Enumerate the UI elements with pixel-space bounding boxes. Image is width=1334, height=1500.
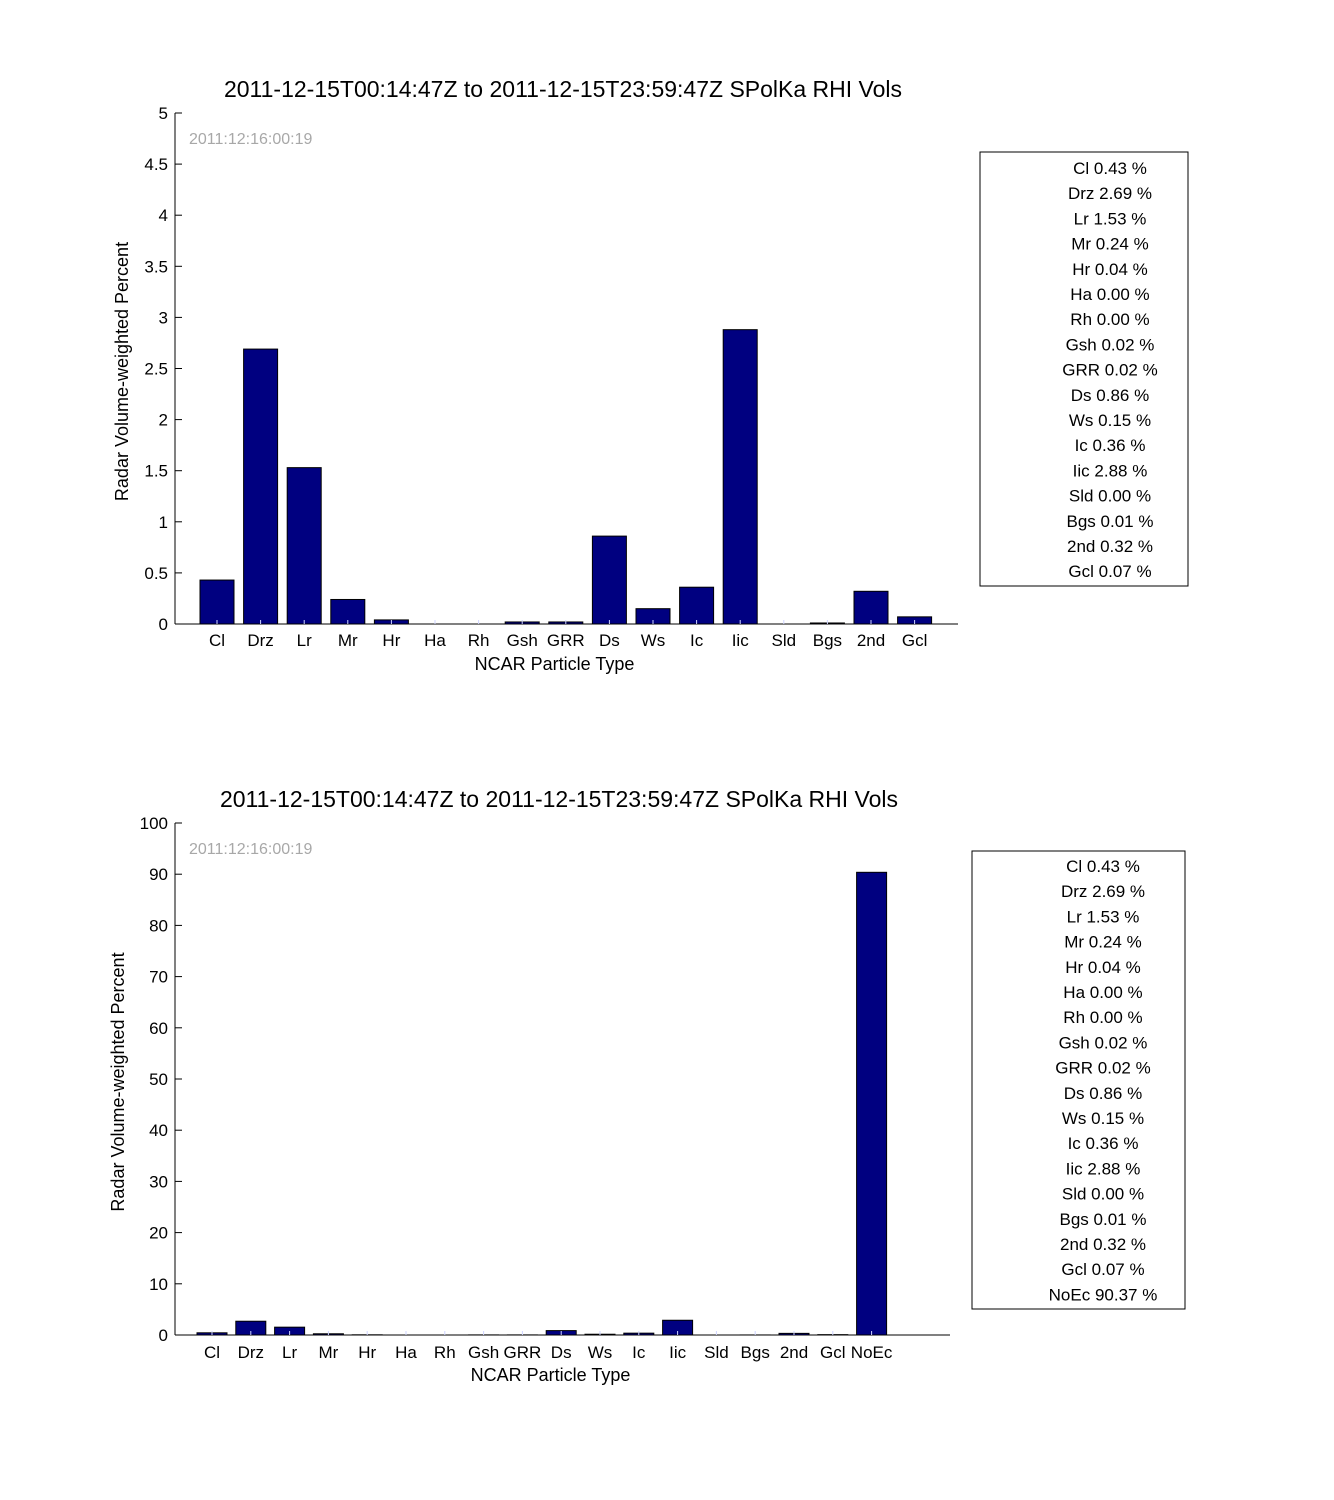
legend-entry: 2nd 0.32 % — [1066, 537, 1154, 556]
x-tick-label: Bgs — [740, 1343, 770, 1362]
x-tick-label: Mr — [337, 631, 358, 650]
y-tick-label: 3.5 — [144, 257, 168, 277]
x-tick-label: GRR — [546, 631, 585, 650]
legend-entry: Iic 2.88 % — [1072, 461, 1148, 481]
legend-entry: Rh 0.00 % — [1070, 310, 1150, 330]
y-tick-label: 20 — [149, 1223, 168, 1243]
bar-lr — [287, 468, 321, 624]
legend-entry: Mr 0.24 % — [1071, 234, 1149, 254]
y-tick-label: 2 — [158, 410, 168, 430]
x-tick-label: Rh — [467, 631, 490, 650]
legend-entry: Rh 0.00 % — [1063, 1008, 1143, 1028]
x-tick-label: Mr — [318, 1343, 339, 1362]
x-tick-label: Sld — [771, 631, 797, 650]
timestamp-label: 2011:12:16:00:19 — [189, 131, 313, 148]
x-tick-label: 2nd — [856, 631, 886, 650]
bar-chart-2 — [108, 786, 1185, 1385]
x-tick-label: Drz — [247, 631, 274, 650]
bar-chart-1 — [112, 76, 1188, 674]
y-tick-label: 0 — [158, 615, 168, 634]
legend-entry: Iic 2.88 % — [1065, 1159, 1141, 1179]
legend-entry: Hr 0.04 % — [1065, 957, 1141, 977]
x-tick-label: Ds — [599, 631, 620, 650]
y-tick-label: 1.5 — [144, 461, 168, 481]
x-tick-label: 2nd — [779, 1343, 809, 1362]
bar-drz — [244, 349, 278, 624]
x-tick-label: Ws — [640, 631, 666, 650]
legend-entry: Ws 0.15 % — [1068, 411, 1152, 430]
y-tick-label: 2.5 — [144, 359, 168, 379]
y-tick-label: 0.5 — [144, 563, 168, 583]
x-tick-label: Hr — [382, 631, 401, 650]
legend-box — [980, 152, 1188, 586]
bar-noec — [857, 872, 887, 1335]
x-tick-label: GRR — [503, 1343, 542, 1362]
bar-cl — [200, 580, 234, 624]
x-tick-label: Hr — [358, 1343, 377, 1362]
legend-entry: Ds 0.86 % — [1070, 385, 1150, 405]
y-tick-label: 50 — [149, 1070, 168, 1089]
x-tick-label: Ic — [689, 631, 704, 650]
legend-entry: Bgs 0.01 % — [1066, 511, 1154, 531]
y-tick-label: 3 — [158, 308, 168, 328]
x-tick-label: NoEc — [850, 1343, 893, 1362]
x-tick-label: Ws — [587, 1343, 613, 1362]
y-tick-label: 70 — [149, 967, 168, 987]
y-tick-label: 90 — [149, 865, 168, 885]
y-tick-label: 40 — [149, 1121, 168, 1141]
y-axis-label: Radar Volume-weighted Percent — [112, 241, 132, 502]
legend-entry: Lr 1.53 % — [1066, 907, 1140, 927]
legend-entry: Drz 2.69 % — [1060, 882, 1146, 902]
legend-entry: Ha 0.00 % — [1063, 983, 1143, 1002]
legend-entry: NoEc 90.37 % — [1048, 1285, 1158, 1305]
x-tick-label: Iic — [669, 1343, 687, 1362]
legend-box — [972, 851, 1185, 1309]
y-tick-label: 4.5 — [144, 155, 168, 175]
y-tick-label: 30 — [149, 1172, 168, 1192]
x-tick-label: Lr — [282, 1343, 298, 1362]
chart-title: 2011-12-15T00:14:47Z to 2011-12-15T23:59:47Z SPolKa RHI Vols — [219, 786, 899, 812]
y-tick-label: 0 — [158, 1326, 168, 1345]
timestamp-label: 2011:12:16:00:19 — [189, 841, 313, 858]
x-tick-label: Cl — [208, 631, 226, 650]
x-axis-label: NCAR Particle Type — [470, 1365, 631, 1385]
legend-entry: Ic 0.36 % — [1074, 436, 1146, 456]
x-tick-label: Rh — [433, 1343, 456, 1362]
x-tick-label: Cl — [203, 1343, 221, 1362]
x-tick-label: Sld — [704, 1343, 729, 1362]
legend-entry: Mr 0.24 % — [1064, 932, 1142, 952]
y-tick-label: 5 — [158, 104, 168, 123]
legend-entry: Ws 0.15 % — [1061, 1109, 1145, 1128]
x-axis-label: NCAR Particle Type — [474, 654, 635, 674]
bar-2nd — [854, 591, 888, 624]
bar-ds — [592, 536, 626, 624]
legend-entry: Gcl 0.07 % — [1061, 1260, 1145, 1280]
y-axis-label: Radar Volume-weighted Percent — [108, 952, 128, 1212]
x-tick-label: Lr — [296, 631, 312, 650]
x-tick-label: Ds — [550, 1343, 572, 1362]
legend-entry: Cl 0.43 % — [1073, 159, 1147, 178]
legend-entry: Ds 0.86 % — [1063, 1083, 1143, 1103]
legend-entry: Cl 0.43 % — [1066, 857, 1140, 876]
x-tick-label: Gcl — [820, 1343, 846, 1362]
x-tick-label: Gsh — [468, 1343, 500, 1362]
bar-ic — [680, 587, 714, 624]
x-tick-label: Bgs — [812, 631, 843, 650]
y-tick-label: 100 — [139, 814, 168, 833]
y-tick-label: 60 — [149, 1018, 168, 1038]
x-tick-label: Gsh — [506, 631, 538, 650]
legend-entry: GRR 0.02 % — [1055, 1058, 1151, 1078]
legend-entry: Drz 2.69 % — [1067, 184, 1153, 204]
bar-iic — [723, 330, 757, 624]
chart-title: 2011-12-15T00:14:47Z to 2011-12-15T23:59:47Z SPolKa RHI Vols — [223, 76, 903, 102]
y-tick-label: 10 — [149, 1274, 168, 1294]
legend-entry: Gsh 0.02 % — [1058, 1033, 1148, 1053]
x-tick-label: Drz — [237, 1343, 265, 1362]
y-tick-label: 4 — [158, 206, 168, 226]
legend-entry: 2nd 0.32 % — [1059, 1235, 1147, 1254]
x-tick-label: Ha — [424, 631, 446, 650]
legend-entry: Sld 0.00 % — [1068, 486, 1152, 506]
legend-entry: Lr 1.53 % — [1073, 209, 1147, 229]
x-tick-label: Iic — [731, 631, 749, 650]
legend-entry: Gsh 0.02 % — [1065, 335, 1155, 355]
legend-entry: Hr 0.04 % — [1072, 259, 1148, 279]
x-tick-label: Ic — [632, 1343, 646, 1362]
legend-entry: Gcl 0.07 % — [1068, 562, 1152, 582]
legend-entry: GRR 0.02 % — [1062, 360, 1158, 380]
y-tick-label: 80 — [149, 916, 168, 936]
legend-entry: Ic 0.36 % — [1067, 1134, 1139, 1154]
x-tick-label: Gcl — [901, 631, 928, 650]
x-tick-label: Ha — [395, 1343, 417, 1362]
legend-entry: Bgs 0.01 % — [1059, 1209, 1147, 1229]
y-tick-label: 1 — [158, 512, 168, 532]
legend-entry: Sld 0.00 % — [1061, 1184, 1145, 1204]
legend-entry: Ha 0.00 % — [1070, 285, 1150, 304]
